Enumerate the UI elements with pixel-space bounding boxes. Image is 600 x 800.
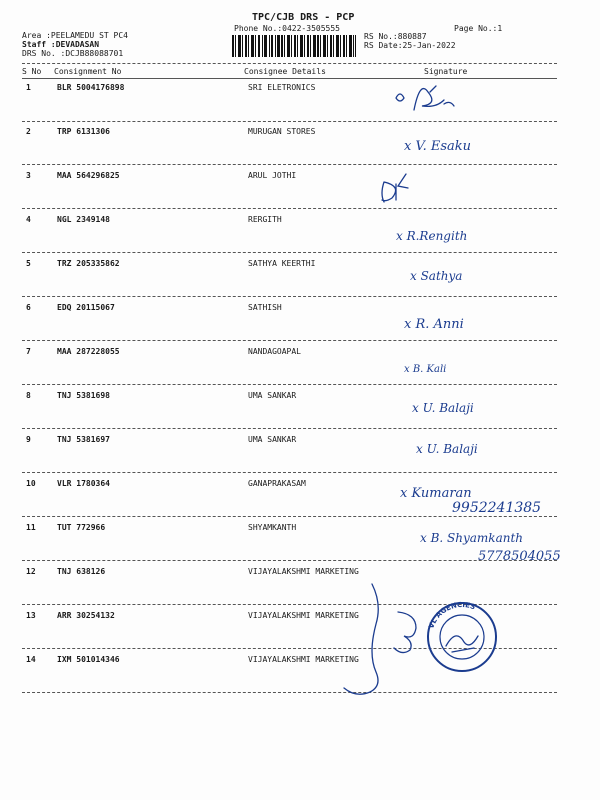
signature-row-2: x V. Esaku bbox=[404, 139, 472, 154]
row-sno: 5 bbox=[26, 259, 31, 268]
row-divider bbox=[22, 121, 557, 122]
col-sno: S No bbox=[22, 67, 42, 76]
row-sno: 10 bbox=[26, 479, 36, 488]
page-number: Page No.:1 bbox=[454, 24, 503, 33]
table-row bbox=[0, 523, 600, 543]
row-consignment: TNJ 5381698 bbox=[57, 391, 110, 400]
row-consignment: TNJ 5381697 bbox=[57, 435, 110, 444]
col-consignment: Consignment No bbox=[54, 67, 122, 76]
table-row bbox=[0, 567, 600, 587]
row-consignee: VIJAYALAKSHMI MARKETING bbox=[248, 655, 359, 664]
signature-row-4: x R.Rengith bbox=[396, 229, 468, 243]
row-sno: 13 bbox=[26, 611, 36, 620]
row-consignee: SHYAMKANTH bbox=[248, 523, 297, 532]
row-consignee: VIJAYALAKSHMI MARKETING bbox=[248, 567, 359, 576]
rs-number: RS No.:880887 bbox=[364, 32, 427, 41]
row-consignee: SATHISH bbox=[248, 303, 282, 312]
table-row bbox=[0, 435, 600, 455]
row-divider bbox=[22, 164, 557, 165]
signature-row-7: x B. Kali bbox=[404, 364, 447, 375]
row-consignee: VIJAYALAKSHMI MARKETING bbox=[248, 611, 359, 620]
table-row bbox=[0, 127, 600, 147]
row-consignee: GANAPRAKASAM bbox=[248, 479, 306, 488]
signature-row-8: x U. Balaji bbox=[412, 401, 474, 415]
signature-row-9: x U. Balaji bbox=[416, 442, 478, 456]
table-row bbox=[0, 215, 600, 235]
table-row bbox=[0, 479, 600, 499]
row-consignment: BLR 5004176898 bbox=[57, 83, 125, 92]
row-consignment: TUT 772966 bbox=[57, 523, 106, 532]
stamp-text: VL AGENCIES bbox=[427, 600, 477, 630]
row-consignment: MAA 287228055 bbox=[57, 347, 120, 356]
row-sno: 11 bbox=[26, 523, 36, 532]
row-consignee: NANDAGOAPAL bbox=[248, 347, 301, 356]
row-divider bbox=[22, 692, 557, 693]
signature-row-6: x R. Anni bbox=[404, 317, 464, 332]
row-divider bbox=[22, 560, 557, 561]
phone-number: Phone No.:0422-3505555 bbox=[234, 24, 340, 33]
rs-date: RS Date:25-Jan-2022 bbox=[364, 41, 456, 50]
col-consignee: Consignee Details bbox=[244, 67, 326, 76]
signature-row-10-name: x Kumaran bbox=[400, 486, 472, 501]
row-divider bbox=[22, 516, 557, 517]
row-consignment: TNJ 638126 bbox=[57, 567, 106, 576]
row-consignment: IXM 501014346 bbox=[57, 655, 120, 664]
row-divider bbox=[22, 252, 557, 253]
row-sno: 2 bbox=[26, 127, 31, 136]
column-divider bbox=[22, 78, 557, 79]
drs-number: DRS No. :DCJB88088701 bbox=[22, 49, 124, 58]
signature-row-10-phone: 9952241385 bbox=[452, 500, 542, 516]
row-divider bbox=[22, 472, 557, 473]
row-consignee: RERGITH bbox=[248, 215, 282, 224]
table-row bbox=[0, 611, 600, 631]
row-consignee: UMA SANKAR bbox=[248, 391, 297, 400]
table-row bbox=[0, 347, 600, 367]
row-sno: 12 bbox=[26, 567, 36, 576]
row-divider bbox=[22, 340, 557, 341]
table-row bbox=[0, 303, 600, 323]
table-row bbox=[0, 259, 600, 279]
barcode bbox=[232, 35, 356, 57]
row-divider bbox=[22, 208, 557, 209]
row-consignee: SRI ELETRONICS bbox=[248, 83, 316, 92]
row-consignee: ARUL JOTHI bbox=[248, 171, 297, 180]
row-consignment: VLR 1780364 bbox=[57, 479, 110, 488]
row-divider bbox=[22, 428, 557, 429]
row-consignee: UMA SANKAR bbox=[248, 435, 297, 444]
col-signature: Signature bbox=[424, 67, 468, 76]
signature-loop bbox=[344, 584, 416, 694]
row-consignment: TRP 6131306 bbox=[57, 127, 110, 136]
row-sno: 8 bbox=[26, 391, 31, 400]
signature-row-5: x Sathya bbox=[410, 269, 463, 283]
row-consignment: TRZ 205335862 bbox=[57, 259, 120, 268]
signature-row-11-phone: 5778504055 bbox=[478, 549, 561, 564]
row-consignment: ARR 30254132 bbox=[57, 611, 115, 620]
row-divider bbox=[22, 384, 557, 385]
row-consignment: MAA 564296825 bbox=[57, 171, 120, 180]
row-divider bbox=[22, 648, 557, 649]
row-divider bbox=[22, 296, 557, 297]
row-sno: 14 bbox=[26, 655, 36, 664]
row-divider bbox=[22, 604, 557, 605]
row-sno: 6 bbox=[26, 303, 31, 312]
staff-label: Staff :DEVADASAN bbox=[22, 40, 100, 49]
table-row bbox=[0, 655, 600, 675]
table-row bbox=[0, 391, 600, 411]
table-row bbox=[0, 171, 600, 191]
row-sno: 3 bbox=[26, 171, 31, 180]
row-sno: 4 bbox=[26, 215, 31, 224]
row-consignment: EDQ 20115067 bbox=[57, 303, 115, 312]
header-divider bbox=[22, 63, 557, 64]
document-title: TPC/CJB DRS - PCP bbox=[252, 12, 355, 23]
row-consignment: NGL 2349148 bbox=[57, 215, 110, 224]
area-label: Area :PEELAMEDU ST PC4 bbox=[22, 31, 128, 40]
row-consignee: SATHYA KEERTHI bbox=[248, 259, 316, 268]
signature-row-11-name: x B. Shyamkanth bbox=[420, 531, 523, 545]
row-sno: 7 bbox=[26, 347, 31, 356]
row-sno: 1 bbox=[26, 83, 31, 92]
row-consignee: MURUGAN STORES bbox=[248, 127, 316, 136]
table-row bbox=[0, 83, 600, 103]
row-sno: 9 bbox=[26, 435, 31, 444]
